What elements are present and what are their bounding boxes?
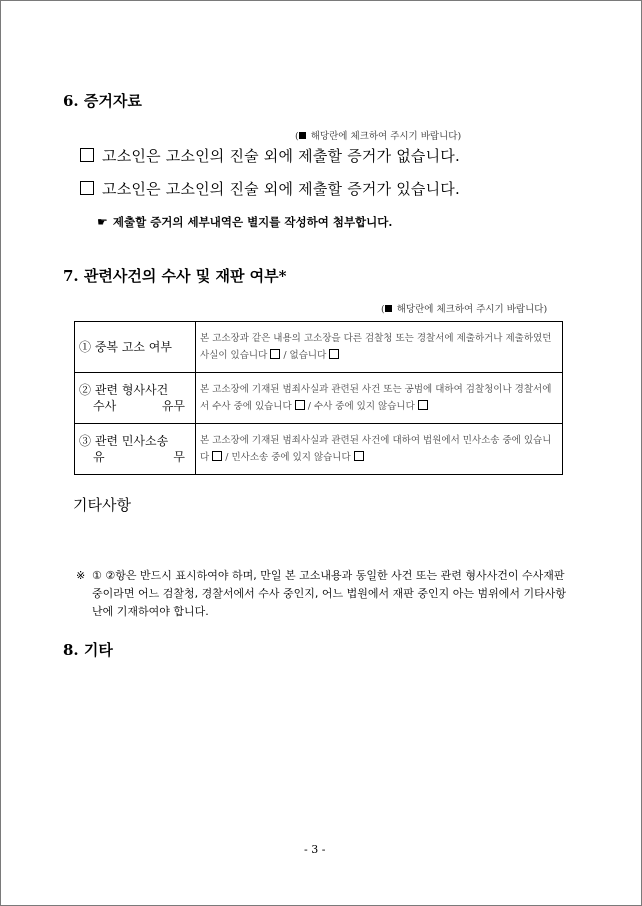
section7-title: 7. 관련사건의 수사 및 재판 여부* [63,267,287,285]
section7-hint: ( 해당란에 체크하여 주시기 바랍니다) [381,304,548,315]
row-label [75,373,196,424]
row-desc-yes: 본 고소장에 기재된 범죄사실과 관련된 사건에 대하여 법원에서 민사소송 중에 있습니다 [200,435,552,463]
row-desc-sep: / [304,401,314,412]
evidence-option-exists-label: 고소인은 고소인의 진술 외에 제출할 증거가 있습니다. [102,180,460,198]
section6-hint: ( 해당란에 체크하여 주시기 바랍니다) [295,131,462,142]
evidence-note-text: 제출할 증거의 세부내역은 별지를 작성하여 첨부합니다. [112,215,393,229]
table-row [75,424,563,475]
table-row [75,373,563,424]
checkbox-no[interactable] [329,349,339,359]
other-matters-label: 기타사항 [73,496,131,514]
footnote-mark: ※ [76,569,86,582]
section8-title: 8. 기타 [63,641,113,659]
checkbox-no[interactable] [418,400,428,410]
row-desc-sep: / [222,452,232,463]
row-desc-no: 없습니다 [289,350,327,361]
row-desc [196,373,563,424]
checkbox-yes[interactable] [212,451,222,461]
checkbox-exists[interactable] [80,181,94,195]
related-case-table [74,321,563,475]
row-desc-no: 수사 중에 있지 않습니다 [313,401,415,412]
footnote-text: ① ②항은 반드시 표시하여야 하며, 만일 본 고소내용과 동일한 사건 또는 관련 형사사건이 수사재판 중이라면 어느 검찰청, 경찰서에서 수사 중인지, 어느 법원에서 재판 중인지 아는 범위에서 기타사항 난에 기재하여야 합니다. [92,569,566,618]
evidence-option-none[interactable] [80,145,460,166]
checkbox-none[interactable] [80,148,94,162]
section6-title: 6. 증거자료 [63,92,142,110]
section7-hint-text: 해당란에 체크하여 주시기 바랍니다) [396,304,548,315]
row-label-right: 유무 [161,399,185,413]
row-desc-no: 민사소송 중에 있지 않습니다 [231,452,351,463]
row-desc-yes: 본 고소장에 기재된 범죄사실과 관련된 사건 또는 공범에 대하여 검찰청이나 경찰서에서 수사 중에 있습니다 [200,384,552,412]
evidence-note [97,211,392,230]
filled-square-icon [299,132,306,139]
row-label-line1: ③ 관련 민사소송 [79,434,169,448]
row-label-left: 유 [93,450,105,464]
row-desc [196,424,563,475]
footnote [76,567,566,621]
checkbox-yes[interactable] [295,400,305,410]
page-number: - 3 - [304,843,326,856]
row-desc [196,322,563,373]
evidence-option-none-label: 고소인은 고소인의 진술 외에 제출할 증거가 없습니다. [102,147,460,165]
row-label [75,322,196,373]
row-label-line1: ① 중복 고소 여부 [79,340,172,354]
row-label-line1: ② 관련 형사사건 [79,383,169,397]
row-desc-yes: 본 고소장과 같은 내용의 고소장을 다른 검찰청 또는 경찰서에 제출하거나 제출하였던 사실이 있습니다 [200,333,552,361]
row-label-line2 [79,398,191,414]
filled-square-icon [385,305,392,312]
row-label [75,424,196,475]
section6-hint-text: 해당란에 체크하여 주시기 바랍니다) [310,131,462,142]
evidence-option-exists[interactable] [80,178,460,199]
checkbox-no[interactable] [354,451,364,461]
checkbox-yes[interactable] [270,349,280,359]
pointing-hand-icon: ☛ [97,215,108,229]
row-desc-sep: / [280,350,290,361]
row-label-left: 수사 [93,399,117,413]
table-row [75,322,563,373]
row-label-line2 [79,449,191,465]
row-label-right: 무 [173,450,185,464]
